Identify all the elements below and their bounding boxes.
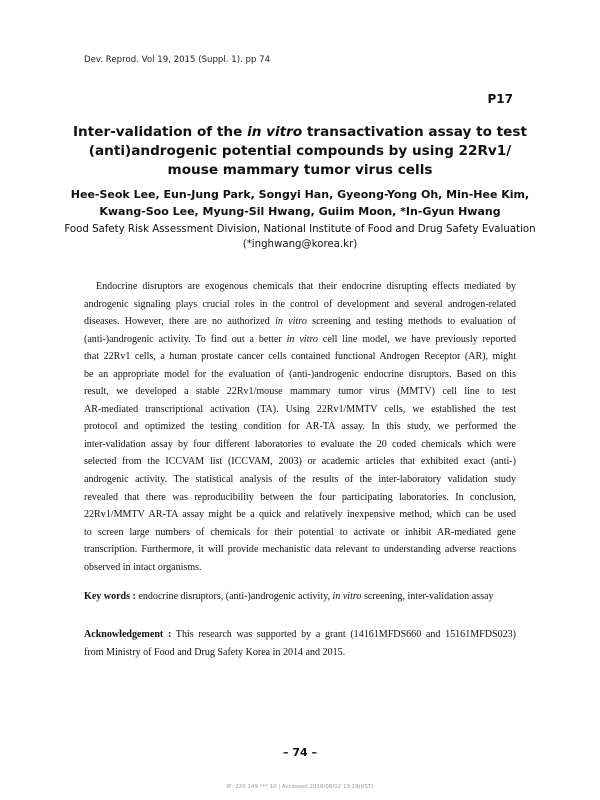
keywords-text-end: screening, inter-validation assay xyxy=(361,591,494,602)
title-line-1-start: Inter-validation of the xyxy=(72,124,248,140)
abstract-line: androgenic activity. The statistical analysis of the results of the inter-laboratory validation study xyxy=(84,474,516,486)
abstract-text: (anti-)androgenic activity. To find out a better xyxy=(84,333,287,345)
paper-title xyxy=(60,123,540,180)
keywords-label: Key words : xyxy=(84,591,136,602)
abstract-line: revealed that there was reproducibility between the four participating laboratories. In conclusion, xyxy=(84,491,516,503)
authors-line-1: Hee-Seok Lee, Eun-Jung Park, Songyi Han, Gyeong-Yong Oh, Min-Hee Kim, xyxy=(70,188,530,201)
abstract-line: be an appropriate model for the evaluation of (anti-)androgenic endocrine disruptors. Based on this xyxy=(84,368,516,380)
keywords-text: endocrine disruptors, (anti-)androgenic activity, xyxy=(135,591,333,602)
abstract-line: AR-mediated transcriptional activation (TA). Using 22Rv1/MMTV cells, we established the test xyxy=(84,403,516,415)
authors-line-2: Kwang-Soo Lee, Myung-Sil Hwang, Guiim Moon, *In-Gyun Hwang xyxy=(99,205,501,218)
abstract-italic-in-vitro: in vitro xyxy=(286,333,318,345)
abstract-line: inter-validation assay by four different laboratories to evaluate the 20 coded chemicals which were xyxy=(84,438,516,450)
access-watermark: IP: 220.149.*** 10 | Accessed 2018/08/02 13:19(KST) xyxy=(226,784,374,790)
affiliation xyxy=(60,222,540,252)
abstract-line: protocol and optimized the testing condition for AR-TA assay. In this study, we performed the xyxy=(84,421,516,433)
abstract-line xyxy=(84,313,516,331)
acknowledgement xyxy=(84,626,516,661)
corresponding-email: (*inghwang@korea.kr) xyxy=(242,239,358,250)
abstract-line: transcription. Furthermore, it will provide mechanistic data relevant to understanding adverse reactions xyxy=(84,544,516,556)
title-italic-in-vitro: in vitro xyxy=(247,124,303,140)
affiliation-line-1: Food Safety Risk Assessment Division, National Institute of Food and Drug Safety Evaluation xyxy=(64,224,536,235)
abstract-line: observed in intact organisms. xyxy=(84,561,202,573)
title-line-3: mouse mammary tumor virus cells xyxy=(167,162,433,178)
abstract-line: that 22Rv1 cells, a human prostate cancer cells contained functional Androgen Receptor (AR), might xyxy=(84,351,516,363)
abstract-line: androgenic signaling plays crucial roles in the control of development and several androgen-related xyxy=(84,298,516,310)
abstract-text: diseases. However, there are no authorized xyxy=(84,316,276,328)
abstract-text: cell line model, we have previously reported xyxy=(317,333,517,345)
poster-number: P17 xyxy=(487,92,513,106)
page-number: – 74 – xyxy=(283,746,317,759)
abstract-line: selected from the ICCVAM list (ICCVAM, 2003) or academic articles that exhibited exact (anti-) xyxy=(84,456,516,468)
acknowledgement-text: This research was supported by a grant (14161MFDS660 and 15161MFDS023) xyxy=(171,629,517,640)
abstract-italic-in-vitro: in vitro xyxy=(275,316,307,328)
abstract-line: to screen large numbers of chemicals for their potential to activate or inhibit AR-mediated gene xyxy=(84,526,516,538)
abstract-line: 22Rv1/MMTV AR-TA assay might be a quick and relatively inexpensive method, which can be used xyxy=(84,509,516,521)
acknowledgement-label: Acknowledgement : xyxy=(84,629,172,640)
abstract-line: Endocrine disruptors are exogenous chemicals that their endocrine disrupting effects mediated by xyxy=(96,281,516,292)
abstract-line: result, we developed a stable 22Rv1/mouse mammary tumor virus (MMTV) cell line to test xyxy=(84,386,516,398)
journal-reference: Dev. Reprod. Vol 19, 2015 (Suppl. 1). pp 74 xyxy=(84,55,271,65)
keywords xyxy=(84,589,516,605)
title-line-1 xyxy=(60,123,540,142)
acknowledgement-line-2: from Ministry of Food and Drug Safety Korea in 2014 and 2015. xyxy=(84,646,346,658)
title-line-1-end: transactivation assay to test xyxy=(302,124,527,140)
abstract-text: screening and testing methods to evaluation of xyxy=(306,316,516,328)
keywords-italic-in-vitro: in vitro xyxy=(332,591,362,602)
author-list xyxy=(60,186,540,220)
acknowledgement-line-1 xyxy=(84,626,516,644)
abstract-body xyxy=(84,278,516,576)
abstract-line xyxy=(84,331,516,349)
title-line-2: (anti)androgenic potential compounds by using 22Rv1/ xyxy=(88,143,512,159)
